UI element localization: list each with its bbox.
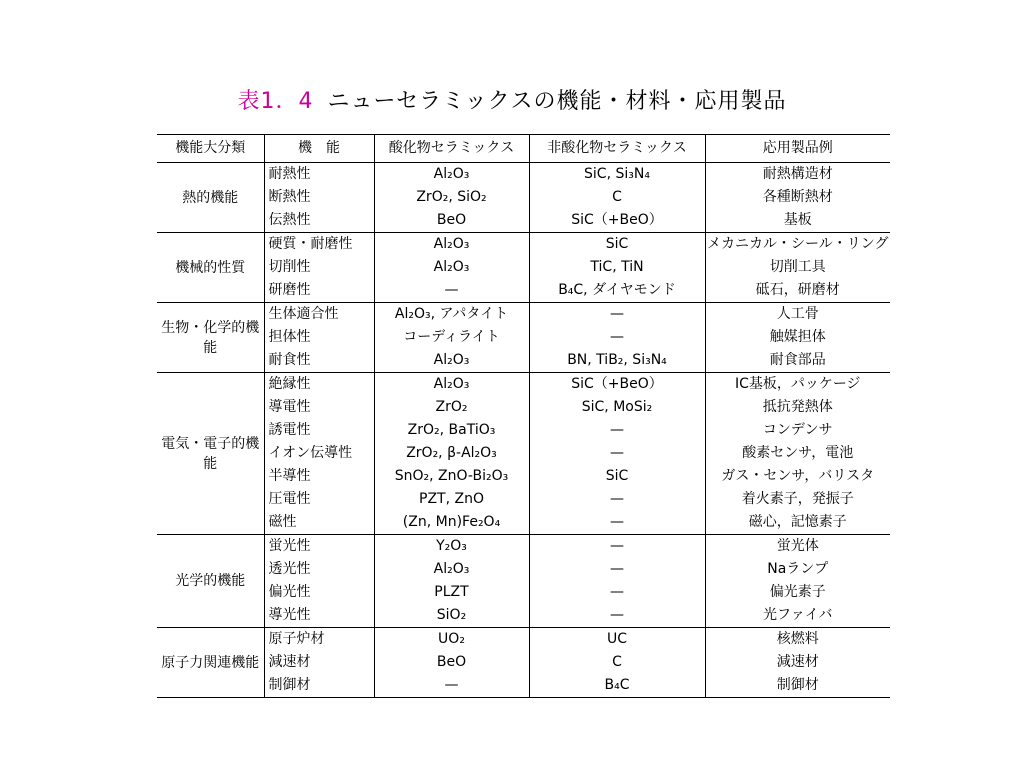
application-cell: 着火素子，発振子 (705, 488, 890, 511)
oxide-cell: SiO₂ (374, 604, 529, 628)
nonoxide-cell: — (529, 604, 705, 628)
table-row (157, 511, 890, 535)
nonoxide-cell: — (529, 558, 705, 581)
table-row (157, 651, 890, 674)
nonoxide-cell: — (529, 303, 705, 327)
function-cell: 研磨性 (264, 279, 374, 303)
nonoxide-cell: C (529, 186, 705, 209)
nonoxide-cell: — (529, 488, 705, 511)
function-cell: 半導性 (264, 465, 374, 488)
oxide-cell: Al₂O₃ (374, 349, 529, 373)
application-cell: 耐食部品 (705, 349, 890, 373)
function-cell: 磁性 (264, 511, 374, 535)
function-cell: イオン伝導性 (264, 442, 374, 465)
header-application: 応用製品例 (705, 135, 890, 163)
nonoxide-cell: — (529, 442, 705, 465)
application-cell: ガス・センサ，バリスタ (705, 465, 890, 488)
table-number: 表1．4 (237, 89, 314, 114)
oxide-cell: (Zn, Mn)Fe₂O₄ (374, 511, 529, 535)
table-row (157, 535, 890, 559)
application-cell: 抵抗発熱体 (705, 396, 890, 419)
application-cell: Naランプ (705, 558, 890, 581)
oxide-cell: — (374, 279, 529, 303)
application-cell: IC基板，パッケージ (705, 373, 890, 397)
nonoxide-cell: C (529, 651, 705, 674)
application-cell: 減速材 (705, 651, 890, 674)
application-cell: 酸素センサ，電池 (705, 442, 890, 465)
oxide-cell: — (374, 674, 529, 698)
table-row (157, 628, 890, 652)
function-cell: 導光性 (264, 604, 374, 628)
application-cell: 核燃料 (705, 628, 890, 652)
oxide-cell: Al₂O₃, アパタイト (374, 303, 529, 327)
function-cell: 硬質・耐磨性 (264, 233, 374, 257)
table-row (157, 233, 890, 257)
table-row (157, 256, 890, 279)
application-cell: メカニカル・シール・リング (705, 233, 890, 257)
function-cell: 誘電性 (264, 419, 374, 442)
category-cell: 機械的性質 (157, 233, 264, 303)
function-cell: 耐食性 (264, 349, 374, 373)
ceramics-table (157, 134, 890, 698)
function-cell: 偏光性 (264, 581, 374, 604)
slide-title (0, 84, 1024, 115)
oxide-cell: Al₂O₃ (374, 373, 529, 397)
category-cell: 熱的機能 (182, 189, 239, 206)
header-oxide: 酸化物セラミックス (374, 135, 529, 163)
category-cell: 電気・電子的機能 (157, 373, 264, 535)
application-cell: 各種断熱材 (705, 186, 890, 209)
oxide-cell: UO₂ (374, 628, 529, 652)
table-row (157, 604, 890, 628)
table-row (157, 303, 890, 327)
oxide-cell: BeO (374, 651, 529, 674)
table-row (157, 558, 890, 581)
table-row (157, 163, 890, 187)
header-function: 機 能 (264, 135, 374, 163)
table-row (157, 581, 890, 604)
header-nonoxide: 非酸化物セラミックス (529, 135, 705, 163)
nonoxide-cell: — (529, 581, 705, 604)
nonoxide-cell: BN, TiB₂, Si₃N₄ (529, 349, 705, 373)
table-row (157, 279, 890, 303)
oxide-cell: BeO (374, 209, 529, 233)
function-cell: 原子炉材 (264, 628, 374, 652)
function-cell: 耐熱性 (264, 163, 374, 187)
table-row (157, 373, 890, 397)
application-cell: 制御材 (705, 674, 890, 698)
table-row (157, 442, 890, 465)
nonoxide-cell: B₄C, ダイヤモンド (529, 279, 705, 303)
function-cell: 導電性 (264, 396, 374, 419)
function-cell: 切削性 (264, 256, 374, 279)
oxide-cell: コーディライト (374, 326, 529, 349)
application-cell: 触媒担体 (705, 326, 890, 349)
header-category: 機能大分類 (157, 135, 264, 163)
table-title: ニューセラミックスの機能・材料・応用製品 (327, 89, 787, 114)
application-cell: 切削工具 (705, 256, 890, 279)
table-row (157, 326, 890, 349)
nonoxide-cell: SiC (529, 233, 705, 257)
oxide-cell: ZrO₂, β-Al₂O₃ (374, 442, 529, 465)
application-cell: 基板 (705, 209, 890, 233)
application-cell: 人工骨 (705, 303, 890, 327)
nonoxide-cell: — (529, 535, 705, 559)
oxide-cell: Al₂O₃ (374, 256, 529, 279)
nonoxide-cell: SiC（+BeO） (529, 373, 705, 397)
function-cell: 減速材 (264, 651, 374, 674)
category-cell: 光学的機能 (157, 535, 264, 628)
nonoxide-cell: — (529, 326, 705, 349)
table-row (157, 465, 890, 488)
nonoxide-cell: UC (529, 628, 705, 652)
oxide-cell: ZrO₂, SiO₂ (374, 186, 529, 209)
table-row (157, 396, 890, 419)
nonoxide-cell: — (529, 511, 705, 535)
nonoxide-cell: SiC (529, 465, 705, 488)
oxide-cell: PZT, ZnO (374, 488, 529, 511)
application-cell: コンデンサ (705, 419, 890, 442)
application-cell: 偏光素子 (705, 581, 890, 604)
nonoxide-cell: SiC, MoSi₂ (529, 396, 705, 419)
nonoxide-cell: TiC, TiN (529, 256, 705, 279)
table-row (157, 674, 890, 698)
oxide-cell: Al₂O₃ (374, 163, 529, 187)
header-row (157, 135, 890, 163)
category-cell: 生物・化学的機能 (157, 303, 264, 373)
function-cell: 蛍光性 (264, 535, 374, 559)
function-cell: 断熱性 (264, 186, 374, 209)
nonoxide-cell: — (529, 419, 705, 442)
function-cell: 生体適合性 (264, 303, 374, 327)
table-row (157, 209, 890, 233)
application-cell: 光ファイバ (705, 604, 890, 628)
nonoxide-cell: B₄C (529, 674, 705, 698)
table-row (157, 186, 890, 209)
application-cell: 耐熱構造材 (705, 163, 890, 187)
application-cell: 砥石，研磨材 (705, 279, 890, 303)
oxide-cell: SnO₂, ZnO-Bi₂O₃ (374, 465, 529, 488)
category-cell: 原子力関連機能 (157, 628, 264, 698)
application-cell: 磁心，記憶素子 (705, 511, 890, 535)
function-cell: 圧電性 (264, 488, 374, 511)
oxide-cell: Y₂O₃ (374, 535, 529, 559)
nonoxide-cell: SiC（+BeO） (529, 209, 705, 233)
function-cell: 担体性 (264, 326, 374, 349)
table-body (157, 163, 890, 698)
nonoxide-cell: SiC, Si₃N₄ (529, 163, 705, 187)
oxide-cell: PLZT (374, 581, 529, 604)
function-cell: 透光性 (264, 558, 374, 581)
table-row (157, 488, 890, 511)
function-cell: 絶縁性 (264, 373, 374, 397)
oxide-cell: ZrO₂, BaTiO₃ (374, 419, 529, 442)
table-row (157, 349, 890, 373)
oxide-cell: ZrO₂ (374, 396, 529, 419)
oxide-cell: Al₂O₃ (374, 233, 529, 257)
oxide-cell: Al₂O₃ (374, 558, 529, 581)
function-cell: 制御材 (264, 674, 374, 698)
application-cell: 蛍光体 (705, 535, 890, 559)
table-row (157, 419, 890, 442)
function-cell: 伝熱性 (264, 209, 374, 233)
